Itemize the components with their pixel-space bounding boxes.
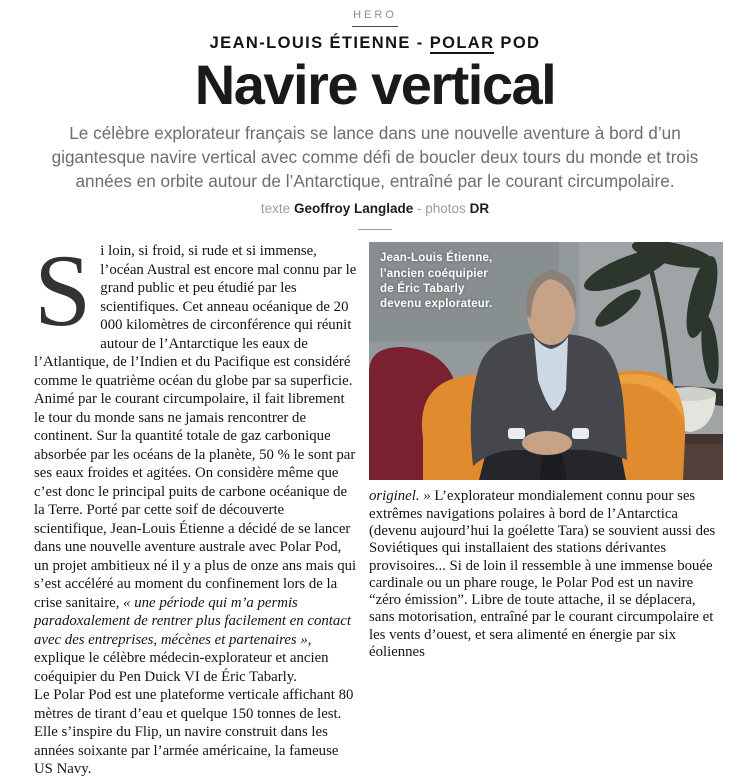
body-text-segment-4: L’explorateur mondialement connu pour ses extrêmes navigations polaires à bord de l’Antarctica (devenu aujourd’hui la goélette Tara) se souvient aussi des Soviétiques qui installaient des stations dérivantes provisoires... Si de loin il ressemble à une immense bouée cardinale ou un phare rouge, le Polar Pod est un navire “zéro émission”. Libre de toute attache, il se déplacera, sans motorisation, entraîné par le courant circumpolaire et les vents d’ouest, et sera alimenté en énergie par six éoliennes [369, 488, 716, 661]
body-text-segment-1: i loin, si froid, si rude et si immense, l’océan Austral est encore mal connu par le grand public et peu étudié par les scientifiques. Cet anneau océanique de 20 000 kilomètres de circonférence qui réunit autour de l’Antarctique les eaux de l’Atlantique, de l’Indien et du Pacifique est considéré comme le quatrième océan du globe par sa superficie. Animé par le courant circumpolaire, il fait librement le tour du monde sans ne jamais rencontrer de continent. Sur la quantité totale de gaz carbonique absorbée par les océans de la planète, 50 % le sont par ses eaux froides et agitées. On considère même que c’est donc le principal puits de carbone océanique de la Terre. Porté par cette soif de découverte scientifique, Jean-Louis Étienne a décidé de se lancer dans une nouvelle aventure australe avec Polar Pod, un projet ambitieux né il y a plus de onze ans mais qui s’est accéléré au moment du confinement lors de la crise sanitaire, [34, 243, 357, 611]
article-columns [0, 234, 750, 779]
kicker-underlined-word: POLAR [429, 34, 495, 52]
shirt-cuff-right [572, 428, 589, 439]
page-title: Navire vertical [194, 53, 556, 116]
photo-caption-line: l’ancien coéquipier [380, 267, 488, 280]
photo-caption [380, 251, 492, 312]
photo-caption-line: de Éric Tabarly [380, 282, 465, 295]
kicker-part2: POD [494, 34, 541, 52]
article-left-column [34, 234, 358, 779]
section-rule-divider [352, 26, 398, 27]
article-header [0, 0, 750, 230]
body-text-segment-2: explique le célèbre médecin-explorateur et ancien coéquipier du Pen Duick VI de Éric Tabarly. [34, 650, 329, 685]
article-lede: Le célèbre explorateur français se lance dans une nouvelle aventure à bord d’un gigantesque navire vertical avec comme défi de boucler deux tours du monde et trois années en orbite autour de l’Antarctique, entraîné par le courant circumpolaire. [51, 123, 699, 191]
article-kicker [0, 34, 750, 53]
byline-text-label: texte [260, 201, 291, 217]
mid-rule-divider [358, 229, 392, 230]
body-text-quote-italic: « une période qui m’a permis paradoxalement de rentrer plus facilement en contact avec des entreprises, mécènes et partenaires », [34, 594, 351, 648]
byline-photos-label: photos [425, 201, 466, 217]
byline [0, 201, 750, 216]
hands [522, 431, 572, 455]
drop-cap: S [34, 234, 92, 349]
section-label: HERO [353, 9, 397, 21]
body-text-segment-3: Le Polar Pod est une plateforme verticale affichant 80 mètres de tirant d’eau et quelque 150 tonnes de lest. Elle s’inspire du Flip, un navire construit dans les années soixante par l’armée américaine, la fameuse US Navy. [34, 687, 354, 778]
byline-separator: - [417, 201, 422, 217]
body-text-lead-italic: originel. » [369, 488, 431, 505]
byline-photo-credit: DR [469, 201, 490, 217]
photo-caption-line: Jean-Louis Étienne, [380, 252, 493, 265]
article-right-text [369, 488, 723, 661]
shirt-cuff-left [508, 428, 525, 439]
article-right-column [369, 242, 723, 779]
photo-caption-line: devenu explorateur. [380, 298, 493, 311]
byline-author: Geoffroy Langlade [293, 201, 414, 217]
kicker-part1: JEAN-LOUIS ÉTIENNE - [209, 34, 430, 52]
photo-figure [369, 242, 723, 480]
